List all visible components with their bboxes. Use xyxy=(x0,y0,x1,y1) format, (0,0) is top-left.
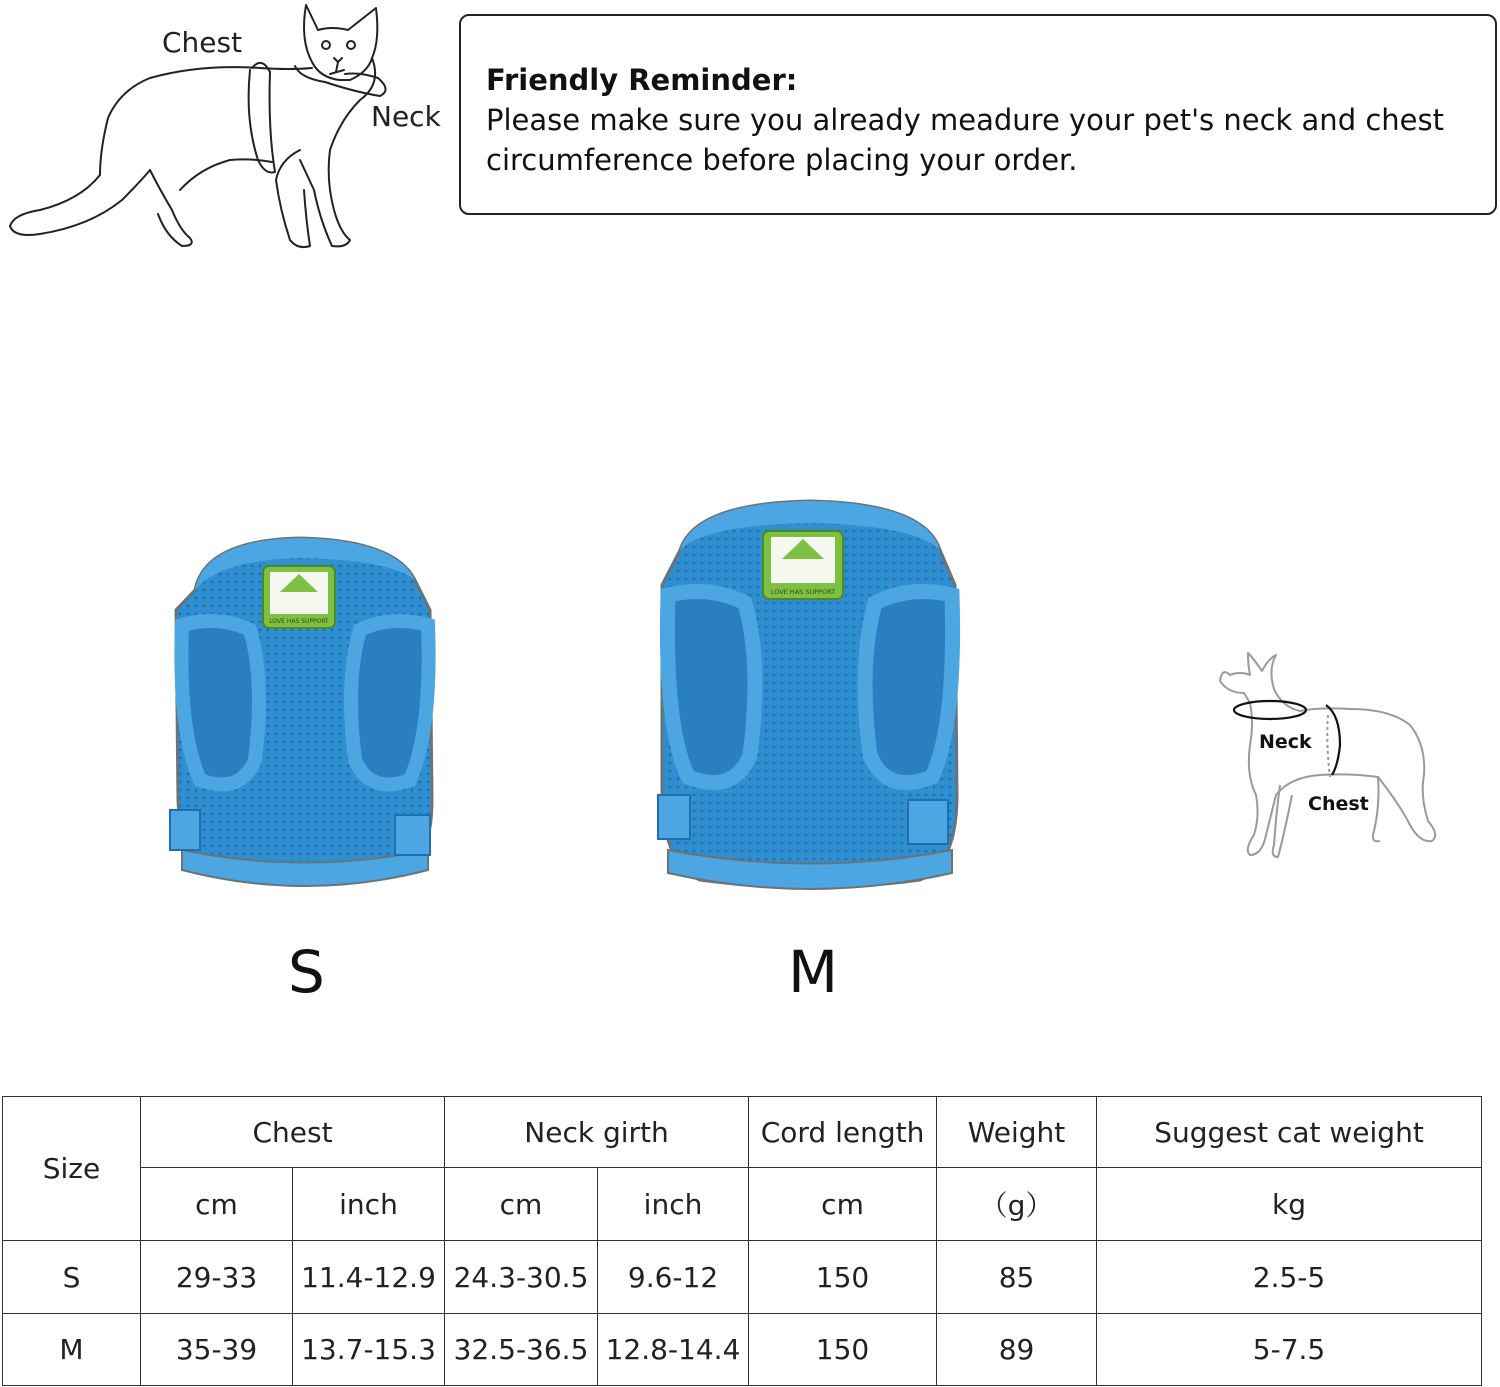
dog-chest-label: Chest xyxy=(1308,793,1369,815)
size-label-s: S xyxy=(288,938,325,1006)
table-row xyxy=(3,1241,1482,1313)
unit-weight-g: （g） xyxy=(937,1168,1097,1241)
friendly-reminder-box xyxy=(459,14,1497,215)
cat-measurement-diagram xyxy=(0,0,450,260)
harness-s-icon xyxy=(160,530,450,905)
reminder-title: Friendly Reminder: xyxy=(486,63,798,97)
unit-neck-cm: cm xyxy=(445,1168,598,1241)
cell-chest-cm: 29-33 xyxy=(141,1241,293,1313)
harness-m-icon xyxy=(650,495,970,895)
table-units-row xyxy=(3,1168,1482,1241)
header-chest: Chest xyxy=(141,1097,445,1168)
cell-neck-cm: 24.3-30.5 xyxy=(445,1241,598,1313)
cell-weight-g: 89 xyxy=(937,1313,1097,1385)
table-header-row xyxy=(3,1097,1482,1168)
unit-neck-inch: inch xyxy=(598,1168,749,1241)
unit-chest-inch: inch xyxy=(293,1168,445,1241)
cat-neck-label: Neck xyxy=(371,100,441,133)
unit-cord-cm: cm xyxy=(749,1168,937,1241)
cell-neck-cm: 32.5-36.5 xyxy=(445,1313,598,1385)
cat-chest-label: Chest xyxy=(162,26,243,59)
dog-neck-label: Neck xyxy=(1259,731,1312,753)
cell-cat-kg: 2.5-5 xyxy=(1097,1241,1482,1313)
header-neck-girth: Neck girth xyxy=(445,1097,749,1168)
cell-chest-inch: 13.7-15.3 xyxy=(293,1313,445,1385)
harness-image-m xyxy=(650,495,970,895)
cell-cord-cm: 150 xyxy=(749,1241,937,1313)
unit-cat-kg: kg xyxy=(1097,1168,1482,1241)
size-label-m: M xyxy=(788,938,839,1006)
reminder-body: Please make sure you already meadure your pet's neck and chest circumference before placing your order. xyxy=(486,103,1444,177)
cell-size: M xyxy=(3,1313,141,1385)
cell-chest-inch: 11.4-12.9 xyxy=(293,1241,445,1313)
cell-cat-kg: 5-7.5 xyxy=(1097,1313,1482,1385)
header-weight: Weight xyxy=(937,1097,1097,1168)
header-size: Size xyxy=(3,1097,141,1241)
badge-text-m: LOVE HAS SUPPORT xyxy=(770,588,836,596)
cell-neck-inch: 9.6-12 xyxy=(598,1241,749,1313)
cell-weight-g: 85 xyxy=(937,1241,1097,1313)
harness-image-s xyxy=(160,530,450,905)
cell-chest-cm: 35-39 xyxy=(141,1313,293,1385)
cell-cord-cm: 150 xyxy=(749,1313,937,1385)
header-suggest-cat-weight: Suggest cat weight xyxy=(1097,1097,1482,1168)
table-row xyxy=(3,1313,1482,1385)
dog-outline-icon xyxy=(1210,645,1450,865)
size-chart-table xyxy=(2,1096,1482,1386)
cell-size: S xyxy=(3,1241,141,1313)
unit-chest-cm: cm xyxy=(141,1168,293,1241)
dog-measurement-diagram xyxy=(1210,645,1450,865)
header-cord-length: Cord length xyxy=(749,1097,937,1168)
badge-text-s: LOVE HAS SUPPORT xyxy=(269,618,329,625)
cell-neck-inch: 12.8-14.4 xyxy=(598,1313,749,1385)
